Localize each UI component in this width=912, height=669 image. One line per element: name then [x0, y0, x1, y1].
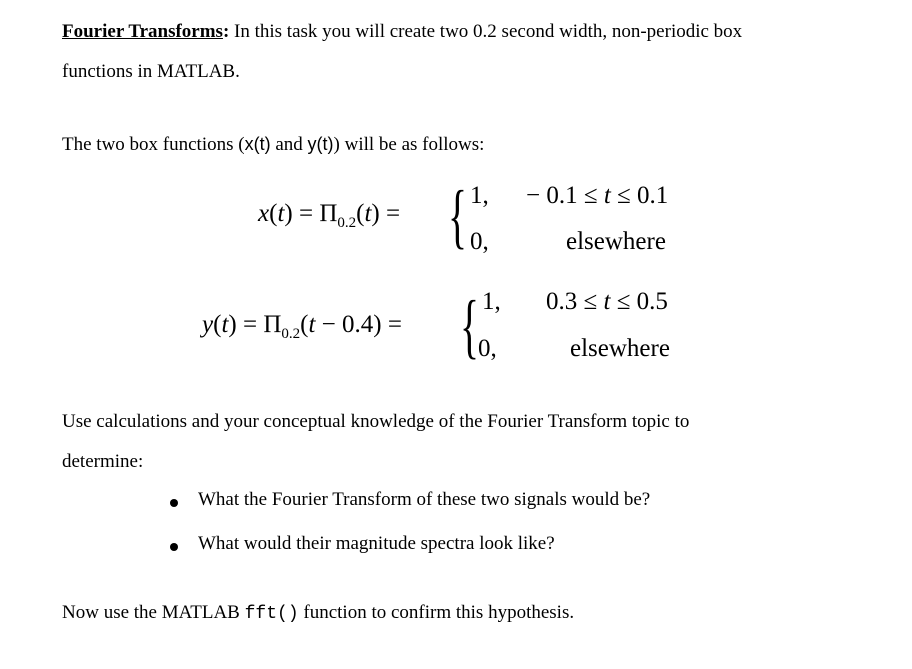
closing-prefix: Now use the MATLAB — [62, 602, 245, 623]
list-item: What would their magnitude spectra look like? — [198, 533, 555, 554]
y-symbol: y(t) — [307, 134, 334, 154]
definition-and: and — [270, 134, 308, 155]
bullet-marker — [170, 543, 178, 551]
fft-code: fft() — [244, 604, 299, 624]
intro-line-2: functions in MATLAB. — [62, 61, 240, 82]
equation-x-case1-value: 1, — [470, 182, 489, 209]
x-symbol: x(t) — [244, 134, 271, 154]
equation-y-case1-value: 1, — [482, 288, 501, 315]
equation-x-case2-value: 0, — [470, 228, 489, 255]
equation-x-lhs: $x(t) = \Pi_{0.2}(t)$ = — [258, 200, 401, 231]
intro-line-1 — [62, 21, 742, 43]
definition-suffix: ) will be as follows: — [333, 134, 485, 155]
equation-x-brace: { — [448, 176, 468, 256]
definition-prefix: The two box functions ( — [62, 134, 245, 155]
equation-y-brace: { — [460, 286, 480, 366]
task-line-2: determine: — [62, 451, 144, 472]
definition-line — [62, 134, 484, 156]
bullet-marker — [170, 499, 178, 507]
section-heading: Fourier Transforms — [62, 21, 223, 42]
list-item: What the Fourier Transform of these two signals would be? — [198, 489, 651, 510]
intro-text: In this task you will create two 0.2 second width, non-periodic box — [229, 21, 743, 42]
equation-x-case1-condition: − 0.1 ≤ t ≤ 0.1 — [526, 182, 669, 209]
equation-y-lhs: $y(t) = \Pi_{0.2}(t - 0.4)$ = — [202, 311, 402, 342]
equation-y-case2-value: 0, — [478, 335, 497, 362]
equation-x-case2-condition: elsewhere — [566, 228, 666, 255]
equation-y-case2-condition: elsewhere — [570, 335, 670, 362]
heading-colon: : — [222, 21, 230, 42]
closing-suffix: function to confirm this hypothesis. — [298, 602, 575, 623]
closing-line — [62, 602, 574, 624]
equation-y-case1-condition: 0.3 ≤ t ≤ 0.5 — [546, 288, 668, 315]
task-line-1: Use calculations and your conceptual knowledge of the Fourier Transform topic to — [62, 411, 690, 432]
